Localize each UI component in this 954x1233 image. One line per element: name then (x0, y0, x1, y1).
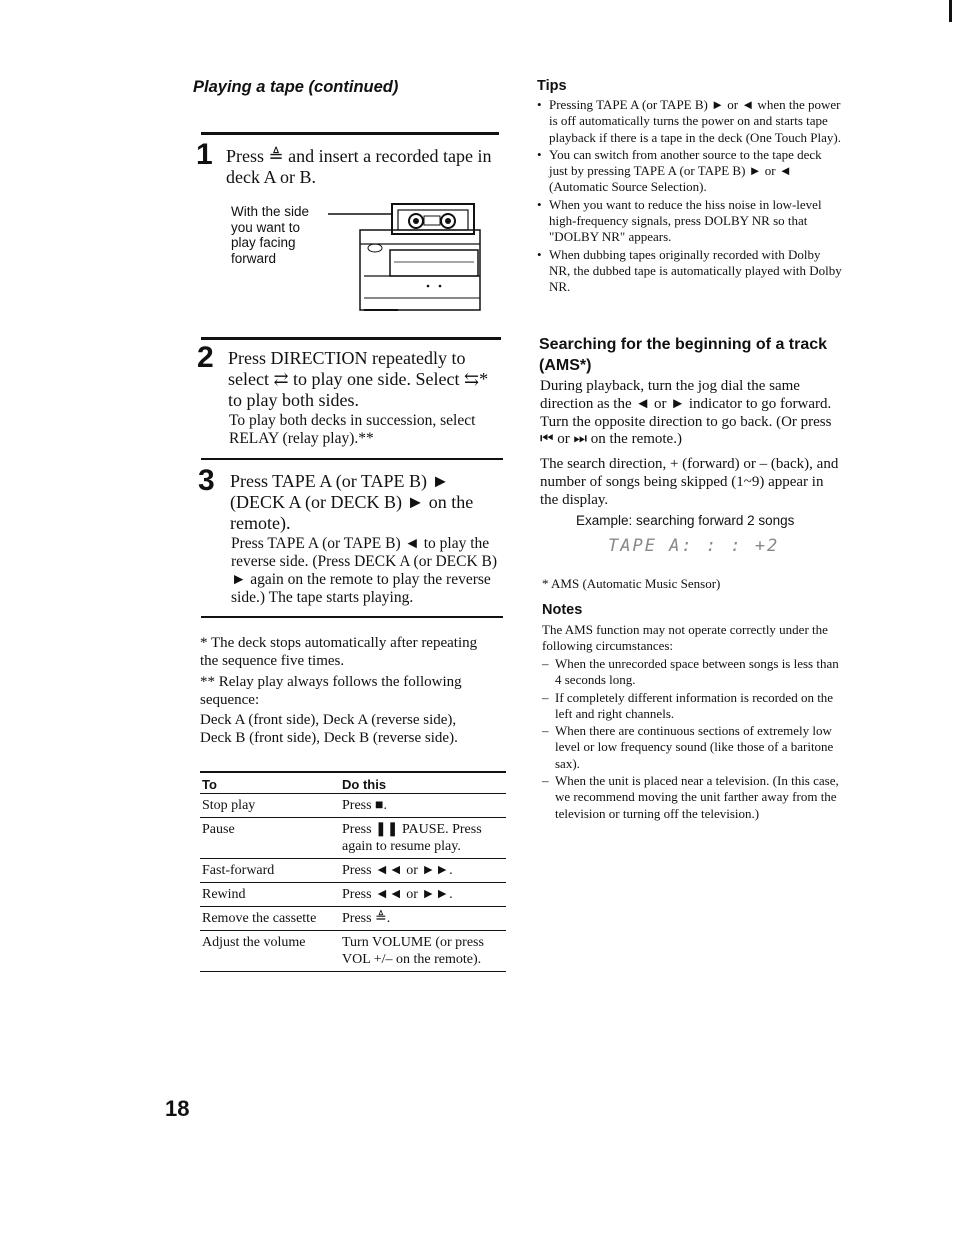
table-row (200, 931, 506, 972)
notes-heading: Notes (542, 602, 583, 618)
notes-intro: The AMS function may not operate correctly under the following circumstances: (542, 622, 828, 654)
list-item: • When you want to reduce the hiss noise in low-level high-frequency signals, press DOLBY NR so that "DOLBY NR" appears. (537, 197, 842, 246)
relay-sequence: Deck A (front side), Deck A (reverse side), Deck B (front side), Deck B (reverse side). (200, 712, 458, 746)
step-2-rule (201, 337, 501, 340)
edge-mark (949, 0, 952, 22)
table-cell: Stop play (200, 794, 340, 818)
notes-list-wrap (542, 656, 848, 823)
col-header-do-this: Do this (340, 772, 506, 794)
list-item: • Pressing TAPE A (or TAPE B) ► or ◄ when the power is off automatically turns the power on and starts tape playback if there is a tape in the deck (One Touch Play). (537, 97, 842, 146)
table-cell: Turn VOLUME (or press VOL +/– on the remote). (340, 931, 506, 972)
table-row (200, 907, 506, 931)
list-item: – When the unrecorded space between songs is less than 4 seconds long. (542, 656, 848, 689)
table-row (200, 883, 506, 907)
table-cell: Press ❚❚ PAUSE. Press again to resume play. (340, 818, 506, 859)
table-row (200, 794, 506, 818)
step-1-rule (201, 132, 499, 135)
step-3-text: Press TAPE A (or TAPE B) ► (DECK A (or DECK B) ► on the remote). (230, 471, 474, 533)
step-3-number: 3 (198, 464, 215, 497)
table-cell: Pause (200, 818, 340, 859)
tips-list-wrap (537, 97, 842, 297)
table-cell: Press ◄◄ or ►►. (340, 883, 506, 907)
table-header-row (200, 772, 506, 794)
step-2-subtext: To play both decks in succession, select RELAY (relay play).** (229, 412, 476, 447)
table-cell: Rewind (200, 883, 340, 907)
table-cell: Press ◄◄ or ►►. (340, 859, 506, 883)
step-1-number: 1 (196, 138, 213, 171)
list-item: • You can switch from another source to the tape deck just by pressing TAPE A (or TAPE B) ► or ◄ (Automatic Source Selection). (537, 147, 842, 196)
table-cell: Remove the cassette (200, 907, 340, 931)
footnote-1: * The deck stops automatically after repeating the sequence five times. (200, 635, 478, 669)
table-cell: Press ≜. (340, 907, 506, 931)
page-number: 18 (165, 1096, 190, 1121)
table-cell: Fast-forward (200, 859, 340, 883)
step-1-text: Press ≜ and insert a recorded tape in deck A or B. (226, 146, 492, 187)
ams-footnote: * AMS (Automatic Music Sensor) (542, 576, 721, 591)
list-item: – When there are continuous sections of extremely low level or low frequency sound (like those of a baritone sax). (542, 723, 848, 772)
list-item: – If completely different information is recorded on the left and right channels. (542, 690, 848, 723)
step-3-subtext: Press TAPE A (or TAPE B) ◄ to play the reverse side. (Press DECK A (or DECK B) ► again on the remote to play the reverse side.) The tape starts playing. (231, 535, 498, 606)
cassette-deck-illustration (328, 198, 488, 318)
step-3-end-rule (201, 616, 503, 618)
notes-list (542, 656, 848, 822)
table-cell: Press ■. (340, 794, 506, 818)
step-3-rule (201, 458, 503, 460)
footnote-2: ** Relay play always follows the following sequence: (200, 674, 462, 708)
ams-paragraph-1: During playback, turn the jog dial the same direction as the ◄ or ► indicator to go forward. Turn the opposite direction to go back. (Or press ⏮ or ⏭ on the remote.) (540, 378, 832, 448)
step-2-text: Press DIRECTION repeatedly to select ⇄ to play one side. Select ⇆* to play both sides. (228, 348, 489, 410)
table-row (200, 859, 506, 883)
col-header-to: To (200, 772, 340, 794)
step-2-number: 2 (197, 341, 214, 374)
operations-table-wrap (200, 771, 506, 972)
ams-paragraph-2: The search direction, + (forward) or – (back), and number of songs being skipped (1~9) appear in the display. (540, 456, 839, 508)
section-title: Playing a tape (continued) (193, 78, 399, 96)
ams-example-label: Example: searching forward 2 songs (576, 513, 795, 528)
list-item: – When the unit is placed near a television. (In this case, we recommend moving the unit farther away from the television or turning off the television.) (542, 773, 848, 822)
table-cell: Adjust the volume (200, 931, 340, 972)
table-row (200, 818, 506, 859)
tips-list (537, 97, 842, 296)
ams-heading: Searching for the beginning of a track (AMS*) (539, 336, 828, 374)
operations-table (200, 771, 506, 972)
ams-display-readout: TAPE A: : : +2 (608, 536, 780, 556)
tips-heading: Tips (537, 78, 567, 94)
figure-caption: With the side you want to play facing forward (231, 204, 310, 266)
list-item: • When dubbing tapes originally recorded with Dolby NR, the dubbed tape is automatically played with Dolby NR. (537, 247, 842, 296)
